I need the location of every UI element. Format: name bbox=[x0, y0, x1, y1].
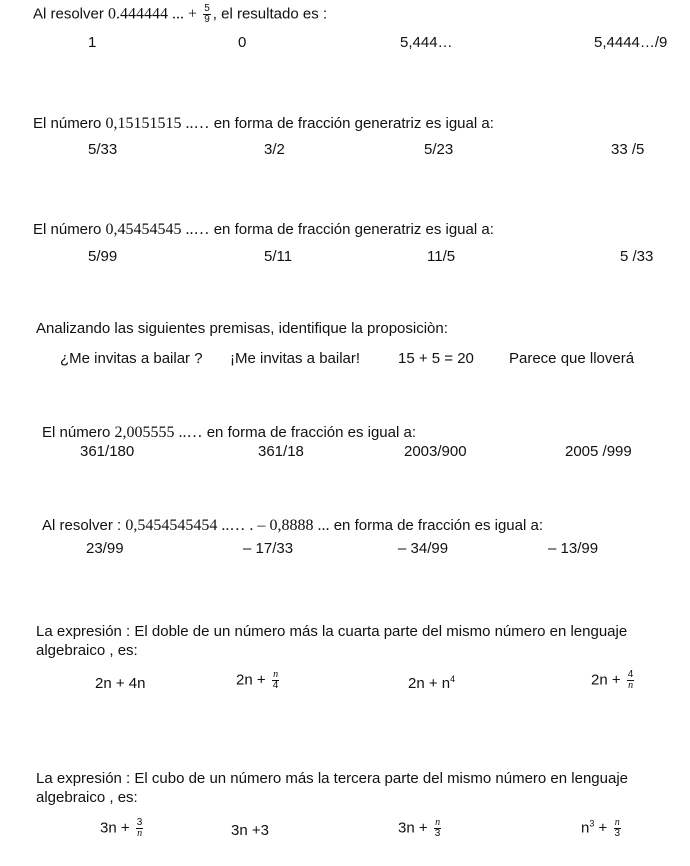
question-1-stem bbox=[33, 4, 327, 25]
q8-option-1-fraction bbox=[136, 818, 144, 839]
q3-option-2[interactable]: 5/11 bbox=[264, 248, 293, 265]
question-8-stem: La expresión : El cubo de un número más la tercera parte del mismo número en lenguaje algebraico , es: bbox=[36, 770, 628, 806]
q5-stem-start: El número bbox=[42, 424, 111, 441]
q8-option-1[interactable] bbox=[100, 818, 145, 839]
q8-option-3-numerator: n bbox=[435, 817, 441, 828]
q6-option-4[interactable]: – 13/99 bbox=[548, 540, 599, 557]
q8-option-3-fraction bbox=[434, 818, 442, 839]
q6-stem-end: en forma de fracción es igual a: bbox=[333, 517, 544, 534]
q1-stem-number: 0.444444 ... + bbox=[108, 5, 198, 23]
q2-option-4[interactable]: 33 /5 bbox=[611, 141, 645, 158]
q3-option-4[interactable]: 5 /33 bbox=[620, 248, 654, 265]
q5-option-1[interactable]: 361/180 bbox=[80, 443, 135, 460]
q2-stem-number: 0,15151515 ..… bbox=[105, 115, 210, 132]
q7-option-3-text: 2n + n bbox=[408, 675, 451, 692]
q5-option-3[interactable]: 2003/900 bbox=[404, 443, 467, 460]
q3-stem-number: 0,45454545 ..… bbox=[105, 221, 210, 238]
question-4-stem: Analizando las siguientes premisas, identifique la proposiciòn: bbox=[36, 320, 448, 337]
q7-option-2-numerator: n bbox=[273, 669, 279, 680]
q4-option-3[interactable]: 15 + 5 = 20 bbox=[398, 350, 474, 367]
q7-option-1[interactable]: 2n + 4n bbox=[95, 675, 146, 692]
q2-option-1[interactable]: 5/33 bbox=[88, 141, 118, 158]
q6-stem-start: Al resolver : bbox=[42, 517, 122, 534]
q3-option-3[interactable]: 11/5 bbox=[427, 248, 456, 265]
q7-option-2-fraction bbox=[272, 670, 280, 691]
q1-fraction-denominator: 9 bbox=[204, 14, 210, 25]
q6-option-3[interactable]: – 34/99 bbox=[398, 540, 449, 557]
q7-option-4-fraction bbox=[627, 670, 635, 691]
q6-stem-number-1: 0,5454545454 ..… . – bbox=[125, 517, 266, 534]
q7-option-2-denominator: 4 bbox=[272, 680, 279, 691]
question-3-stem bbox=[33, 221, 494, 239]
q1-stem-end: , el resultado es : bbox=[212, 5, 328, 23]
q8-option-4-base: n bbox=[581, 819, 590, 837]
q1-stem-fraction bbox=[203, 4, 211, 25]
q4-option-2[interactable]: ¡Me invitas a bailar! bbox=[230, 350, 361, 367]
q8-option-4-plus: + bbox=[598, 819, 608, 837]
q1-option-4[interactable]: 5,4444…/9 bbox=[594, 34, 668, 51]
question-2-stem bbox=[33, 115, 494, 133]
q1-option-1[interactable]: 1 bbox=[88, 34, 97, 51]
q7-option-4-numerator: 4 bbox=[627, 669, 634, 680]
q8-option-1-text: 3n + bbox=[100, 819, 130, 837]
q5-option-4[interactable]: 2005 /999 bbox=[565, 443, 632, 460]
q8-option-1-numerator: 3 bbox=[136, 817, 143, 828]
q1-fraction-numerator: 5 bbox=[204, 3, 210, 14]
q2-stem-start: El número bbox=[33, 115, 102, 132]
q3-stem-end: en forma de fracción generatriz es igual a: bbox=[213, 221, 494, 238]
q1-option-2[interactable]: 0 bbox=[238, 34, 247, 51]
q8-option-3[interactable] bbox=[398, 818, 443, 839]
q7-option-4-denominator: n bbox=[628, 680, 634, 691]
q7-option-4[interactable] bbox=[591, 670, 636, 691]
q2-option-3[interactable]: 5/23 bbox=[424, 141, 454, 158]
question-6-stem bbox=[42, 517, 543, 535]
q5-stem-number: 2,005555 ..… bbox=[114, 424, 203, 441]
q7-option-3-exponent: 4 bbox=[450, 674, 456, 684]
q8-option-1-denominator: n bbox=[137, 828, 143, 839]
q8-option-4-numerator: n bbox=[614, 817, 620, 828]
q7-option-4-text: 2n + bbox=[591, 671, 621, 689]
q5-stem-end: en forma de fracción es igual a: bbox=[206, 424, 417, 441]
q4-option-4[interactable]: Parece que lloverá bbox=[509, 350, 635, 367]
q5-option-2[interactable]: 361/18 bbox=[258, 443, 304, 460]
q8-option-4-fraction bbox=[613, 818, 621, 839]
q8-option-4[interactable] bbox=[581, 818, 623, 839]
q2-option-2[interactable]: 3/2 bbox=[264, 141, 285, 158]
q3-stem-start: El número bbox=[33, 221, 102, 238]
q6-option-2[interactable]: – 17/33 bbox=[243, 540, 294, 557]
q8-option-3-denominator: 3 bbox=[434, 828, 441, 839]
q4-option-1[interactable]: ¿Me invitas a bailar ? bbox=[60, 350, 203, 367]
q8-option-2[interactable]: 3n +3 bbox=[231, 822, 269, 839]
question-5-stem bbox=[42, 424, 416, 442]
q1-option-3[interactable]: 5,444… bbox=[400, 34, 453, 51]
q8-option-4-exponent: 3 bbox=[589, 818, 595, 829]
q8-option-4-denominator: 3 bbox=[614, 828, 621, 839]
q6-option-1[interactable]: 23/99 bbox=[86, 540, 124, 557]
question-7-stem: La expresión : El doble de un número más la cuarta parte del mismo número en lenguaje algebraico , es: bbox=[36, 623, 628, 659]
q6-stem-number-2: 0,8888 ... bbox=[269, 517, 330, 534]
q1-stem-start: Al resolver bbox=[33, 5, 104, 23]
q3-option-1[interactable]: 5/99 bbox=[88, 248, 118, 265]
q8-option-3-text: 3n + bbox=[398, 819, 428, 837]
q2-stem-end: en forma de fracción generatriz es igual a: bbox=[213, 115, 494, 132]
q7-option-3[interactable] bbox=[408, 675, 455, 692]
q7-option-2[interactable] bbox=[236, 670, 281, 691]
q7-option-2-text: 2n + bbox=[236, 671, 266, 689]
